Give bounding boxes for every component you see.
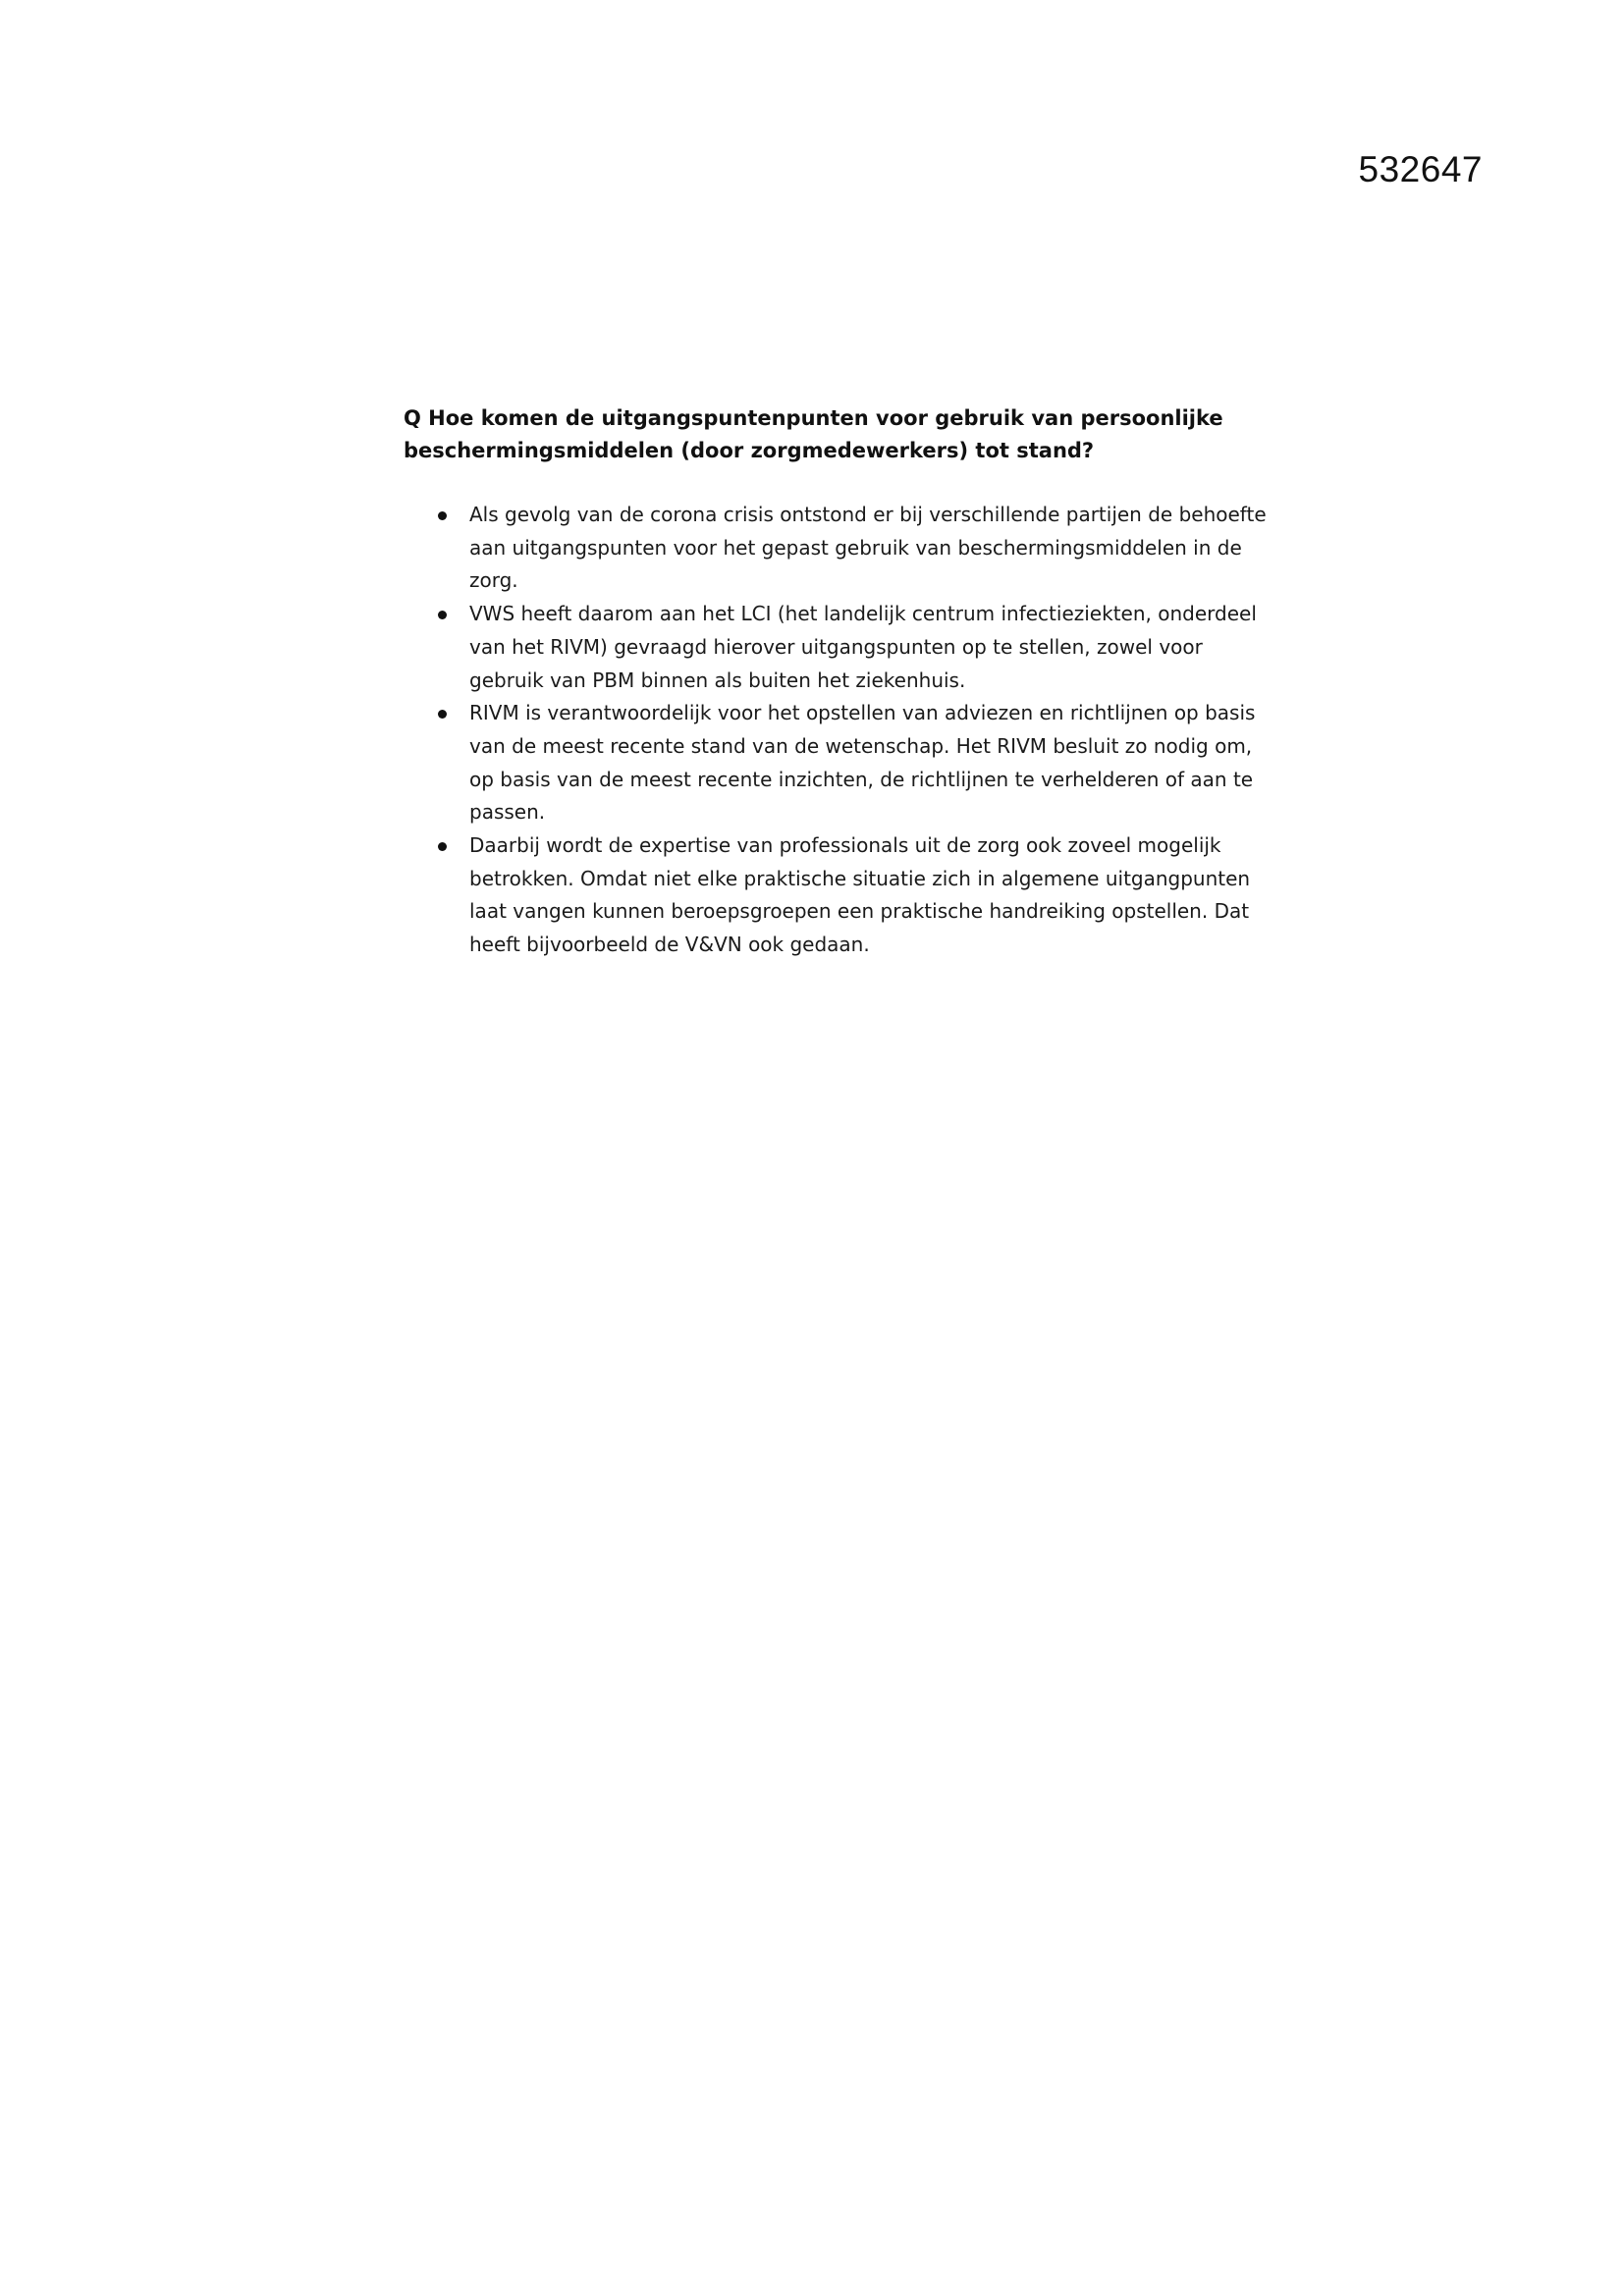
list-item (432, 598, 1276, 697)
bullet-icon (438, 611, 447, 619)
list-item (432, 697, 1276, 829)
list-item-text: Als gevolg van de corona crisis ontstond er bij verschillende partijen de behoefte aan uitgangspunten voor het gepast gebruik van beschermingsmiddelen in de zorg. (469, 503, 1267, 593)
list-item-text: Daarbij wordt de expertise van professionals uit de zorg ook zoveel mogelijk betrokken. Omdat niet elke praktische situatie zich in algemene uitgangpunten laat vangen kunnen beroepsgroepen een praktische handreiking opstellen. Dat heeft bijvoorbeeld de V&VN ook gedaan. (469, 833, 1251, 957)
bullet-icon (438, 710, 447, 719)
question-heading: Q Hoe komen de uitgangspuntenpunten voor gebruik van persoonlijke beschermingsmiddelen (door zorgmedewerkers) tot stand? (404, 406, 1223, 462)
list-item-text: RIVM is verantwoordelijk voor het opstellen van adviezen en richtlijnen op basis van de meest recente stand van de wetenschap. Het RIVM besluit zo nodig om, op basis van de meest recente inzichten, de richtlijnen te verhelderen of aan te passen. (469, 701, 1256, 825)
list-item (432, 499, 1276, 598)
document-number: 532647 (1358, 149, 1483, 189)
list-item-text: VWS heeft daarom aan het LCI (het landelijk centrum infectieziekten, onderdeel van het RIVM) gevraagd hierover uitgangspunten op te stellen, zowel voor gebruik van PBM binnen als buiten het ziekenhuis. (469, 602, 1257, 692)
list-item (432, 829, 1276, 962)
bullet-icon (438, 511, 447, 520)
bullet-icon (438, 842, 447, 851)
answer-bullet-list (432, 499, 1276, 962)
